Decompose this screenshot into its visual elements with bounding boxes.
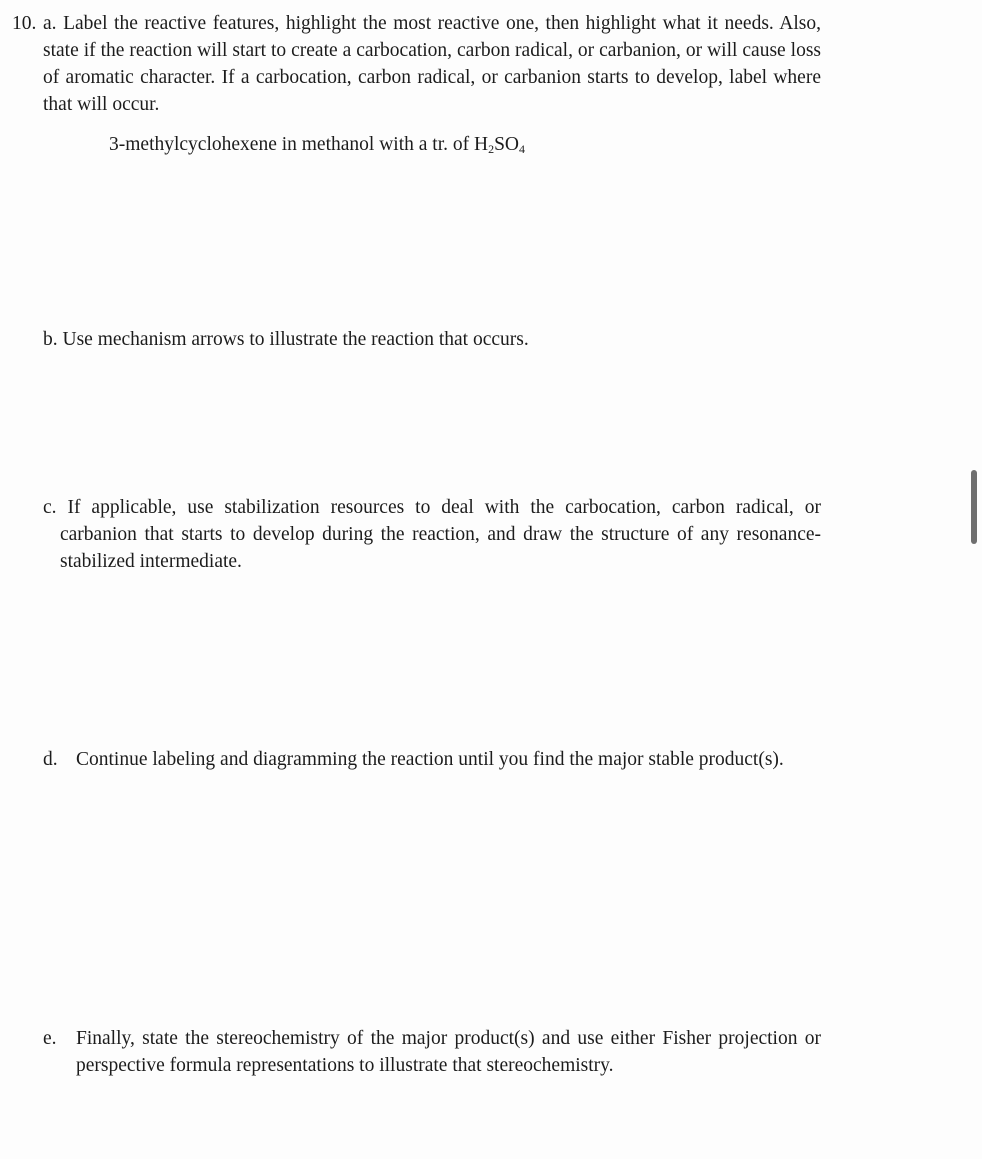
part-b-label: b. bbox=[43, 329, 58, 350]
part-c-label: c. bbox=[43, 497, 57, 518]
part-c-text: If applicable, use stabilization resources to deal with the carbocation, carbon radical, or carbanion that starts to develop during the reaction, and draw the structure of any resonance-stabilized intermediate. bbox=[60, 497, 821, 572]
part-e-label: e. bbox=[43, 1028, 57, 1049]
part-e bbox=[43, 1025, 821, 1079]
part-e-text: Finally, state the stereochemistry of the major product(s) and use either Fisher projection or perspective formula representations to illustrate that stereochemistry. bbox=[76, 1028, 821, 1076]
part-b bbox=[43, 326, 821, 353]
reaction-subscript-2: 2 bbox=[488, 142, 495, 156]
part-c bbox=[43, 494, 821, 575]
part-a-text: Label the reactive features, highlight the most reactive one, then highlight what it needs. Also, state if the reaction will start to create a carbocation, carbon radical, or carbanion, or will cause loss of aromatic character. If a carbocation, carbon radical, or carbanion starts to develop, label where that will occur. bbox=[43, 13, 821, 115]
reaction-conditions bbox=[109, 131, 525, 158]
part-b-text: Use mechanism arrows to illustrate the reaction that occurs. bbox=[62, 329, 529, 350]
part-d-text: Continue labeling and diagramming the reaction until you find the major stable product(s). bbox=[76, 749, 784, 770]
reaction-mid: SO bbox=[494, 134, 519, 155]
question-number: 10. bbox=[12, 13, 37, 34]
part-a bbox=[43, 10, 821, 118]
vertical-scrollbar[interactable] bbox=[971, 470, 977, 544]
reaction-prefix: 3-methylcyclohexene in methanol with a tr. of H bbox=[109, 134, 489, 155]
part-d bbox=[43, 746, 833, 773]
part-a-label: a. bbox=[43, 13, 57, 34]
reaction-subscript-4: 4 bbox=[519, 142, 525, 156]
part-d-label: d. bbox=[43, 749, 58, 770]
